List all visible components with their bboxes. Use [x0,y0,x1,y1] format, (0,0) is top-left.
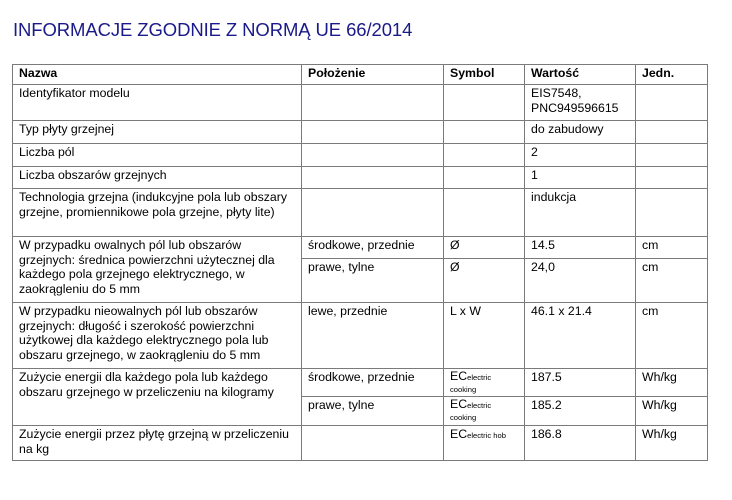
cell-unit [636,189,708,237]
cell-position [302,144,444,167]
cell-value: 46.1 x 21.4 [525,303,636,369]
energy-info-table [12,64,708,461]
header-position: Położenie [302,65,444,85]
cell-symbol [444,189,525,237]
symbol-main: EC [450,369,468,383]
cell-unit [636,85,708,121]
cell-symbol [444,397,525,426]
cell-symbol [444,144,525,167]
cell-position: środkowe, przednie [302,237,444,259]
cell-value: indukcja [525,189,636,237]
cell-symbol: Ø [444,259,525,303]
cell-value [525,85,636,121]
cell-unit [636,121,708,144]
table-row-noncircular [13,303,708,369]
table-row-energy-hob [13,426,708,461]
symbol-main: EC [450,427,468,441]
cell-name: Typ płyty grzejnej [13,121,302,144]
cell-value: 2 [525,144,636,167]
model-line-1: EIS7548, [531,86,582,100]
cell-position: lewe, przednie [302,303,444,369]
cell-name: Identyfikator modelu [13,85,302,121]
cell-unit: cm [636,303,708,369]
header-name: Nazwa [13,65,302,85]
symbol-main: EC [450,397,468,411]
cell-name: W przypadku nieowalnych pól lub obszarów grzejnych: długość i szerokość powierzchni użytkowej dla każdego elektrycznego pola lub obszaru grzejnego, w zaokrągleniu do 5 mm [13,303,302,369]
cell-unit: Wh/kg [636,426,708,461]
cell-name: Liczba pól [13,144,302,167]
cell-name: W przypadku owalnych pól lub obszarów grzejnych: średnica powierzchni użytecznej dla każdego pola grzejnego elektrycznego, w zaokrągleniu do 5 mm [13,237,302,303]
table-header-row [13,65,708,85]
cell-value: 187.5 [525,369,636,397]
cell-unit: cm [636,259,708,303]
cell-position [302,426,444,461]
table-row-circular-1 [13,237,708,259]
table-row-areas [13,167,708,189]
cell-name: Technologia grzejna (indukcyjne pola lub obszary grzejne, promiennikowe pola grzejne, płyty lite) [13,189,302,237]
symbol-subscript: electric [467,401,492,410]
model-line-2: PNC949596615 [531,100,619,115]
cell-value: 186.8 [525,426,636,461]
cell-position: prawe, tylne [302,259,444,303]
table-row-zones [13,144,708,167]
cell-position: środkowe, przednie [302,369,444,397]
page-title: INFORMACJE ZGODNIE Z NORMĄ UE 66/2014 [13,19,413,40]
table-row-model [13,85,708,121]
cell-symbol [444,167,525,189]
cell-unit: Wh/kg [636,397,708,426]
cell-unit [636,167,708,189]
cell-position [302,189,444,237]
cell-name: Liczba obszarów grzejnych [13,167,302,189]
cell-symbol: L x W [444,303,525,369]
cell-unit [636,144,708,167]
cell-position [302,121,444,144]
cell-unit: cm [636,237,708,259]
cell-value: 1 [525,167,636,189]
table-row-technology [13,189,708,237]
table-row-type [13,121,708,144]
header-unit: Jedn. [636,65,708,85]
table-row-energy-zone-1 [13,369,708,397]
cell-name: Zużycie energii przez płytę grzejną w przeliczeniu na kg [13,426,302,461]
cell-symbol [444,121,525,144]
cell-value: do zabudowy [525,121,636,144]
symbol-subscript: electric hob [467,431,506,440]
symbol-subscript-2: cooking [450,413,477,422]
cell-symbol [444,85,525,121]
cell-unit: Wh/kg [636,369,708,397]
symbol-subscript-2: cooking [450,385,477,394]
cell-symbol [444,369,525,397]
cell-position [302,85,444,121]
cell-value: 185.2 [525,397,636,426]
cell-symbol: Ø [444,237,525,259]
cell-position [302,167,444,189]
header-symbol: Symbol [444,65,525,85]
symbol-subscript: electric [467,373,492,382]
cell-position: prawe, tylne [302,397,444,426]
header-value: Wartość [525,65,636,85]
cell-symbol [444,426,525,461]
cell-value: 24,0 [525,259,636,303]
cell-value: 14.5 [525,237,636,259]
cell-name: Zużycie energii dla każdego pola lub każdego obszaru grzejnego w przeliczeniu na kilogramy [13,369,302,426]
